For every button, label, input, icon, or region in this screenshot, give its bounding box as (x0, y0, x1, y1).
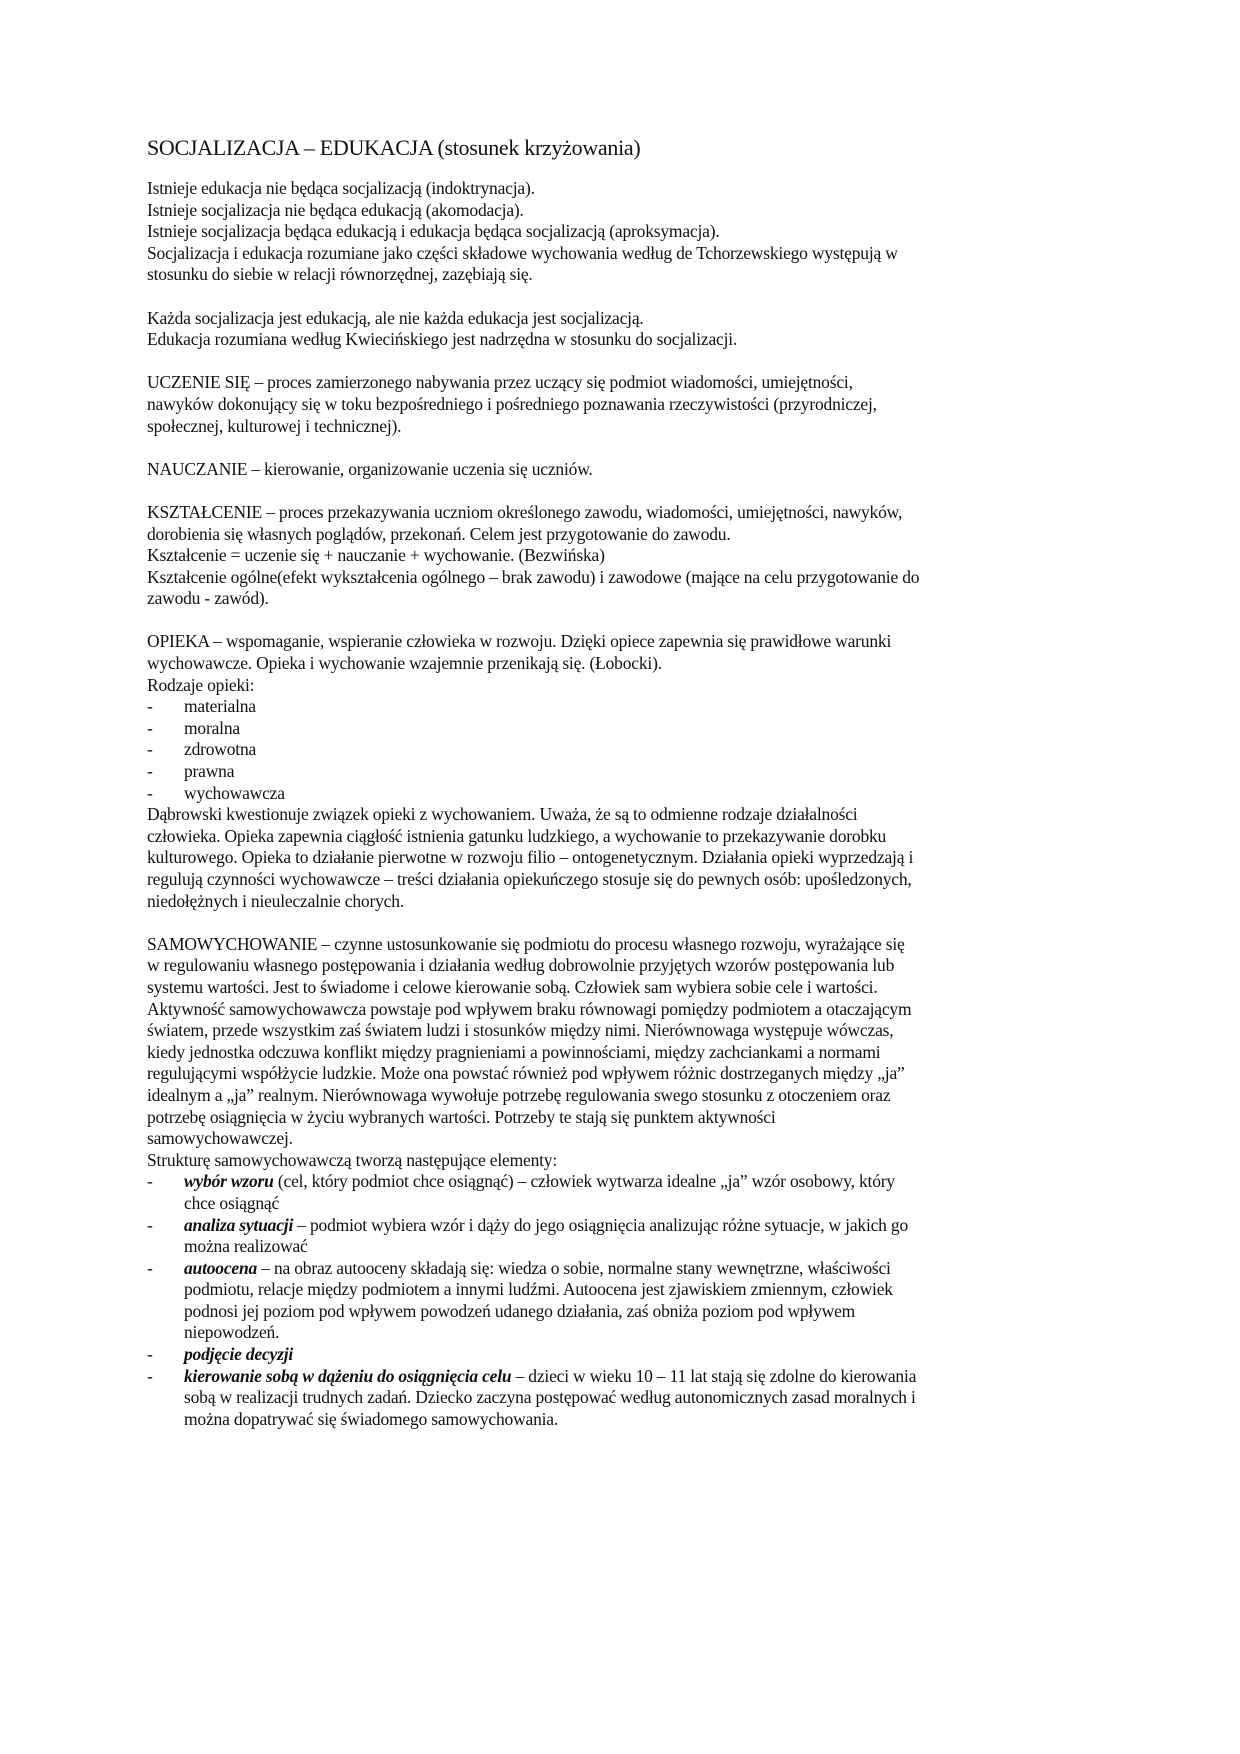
bullet-dash: - (147, 1365, 153, 1386)
text-line (147, 869, 1107, 891)
line-text: – na obraz autooceny składają się: wiedza o sobie, normalne stany wewnętrzne, właściwości (257, 1257, 891, 1278)
line-text: kiedy jednostka odczuwa konflikt między pragnieniami a powinnościami, między zachciankami a normami (147, 1041, 881, 1062)
list-item-continuation (147, 1322, 1107, 1344)
text-line (147, 955, 1107, 977)
line-text: KSZTAŁCENIE – proces przekazywania uczniom określonego zawodu, wiadomości, umiejętności, nawyków, (147, 501, 903, 522)
text-line (147, 1020, 1107, 1042)
line-text: materialna (184, 696, 256, 717)
text-line (147, 459, 1107, 481)
list-item (147, 718, 1107, 740)
text-line (147, 1063, 1107, 1085)
document-page (147, 134, 1107, 1452)
line-text: podmiotu, relacje między podmiotem a innymi ludźmi. Autoocena jest zjawiskiem zmiennym, człowiek (184, 1279, 893, 1300)
line-text: Socjalizacja i edukacja rozumiane jako części składowe wychowania według de Tchorzewskiego występują w (147, 242, 898, 263)
line-text: (cel, który podmiot chce osiągnąć) – człowiek wytwarza idealne „ja” wzór osobowy, który (273, 1171, 895, 1192)
list-item (147, 1344, 1107, 1366)
paragraph (147, 178, 1107, 286)
text-line (147, 977, 1107, 999)
text-line (147, 178, 1107, 200)
list-item (147, 1171, 1107, 1193)
line-text: Kształcenie ogólne(efekt wykształcenia ogólnego – brak zawodu) i zawodowe (mające na celu przygotowanie do (147, 566, 920, 587)
line-text: Istnieje edukacja nie będąca socjalizacją (indoktrynacja). (147, 178, 535, 198)
list-item-term: podjęcie decyzji (184, 1344, 294, 1365)
text-line (147, 675, 1107, 697)
text-line (147, 308, 1107, 330)
text-line (147, 243, 1107, 265)
paragraph (147, 372, 1107, 437)
line-text: – podmiot wybiera wzór i dąży do jego osiągnięcia analizując różne sytuacje, w jakich go (293, 1214, 909, 1235)
document-title: SOCJALIZACJA – EDUKACJA (stosunek krzyżowania) (147, 135, 641, 160)
line-text: podnosi jej poziom pod wpływem powodzeń udanego działania, zaś obniża poziom pod wpływem (184, 1300, 856, 1321)
line-text: wychowawcza (184, 782, 285, 803)
line-text: społecznej, kulturowej i technicznej). (147, 415, 402, 436)
bullet-dash: - (147, 1214, 153, 1235)
text-line (147, 804, 1107, 826)
bullet-dash: - (147, 761, 153, 782)
line-text: zdrowotna (184, 739, 257, 760)
line-text: kulturowego. Opieka to działanie pierwotne w rozwoju filio – ontogenetycznym. Działania opieki wyprzedzają i (147, 847, 914, 868)
text-line (147, 200, 1107, 222)
list-item (147, 1366, 1107, 1388)
line-text: niedołężnych i nieuleczalnie chorych. (147, 890, 404, 911)
list-item-term: autoocena (184, 1257, 258, 1278)
line-text: samowychowawczej. (147, 1128, 293, 1149)
line-text: Rodzaje opieki: (147, 674, 255, 695)
list-item (147, 739, 1107, 761)
bullet-dash: - (147, 1171, 153, 1192)
line-text: zawodu - zawód). (147, 588, 269, 609)
text-line (147, 891, 1107, 913)
line-text: światem, przede wszystkim zaś światem ludzi i stosunków między nimi. Nierównowaga występuje wówczas, (147, 1020, 894, 1041)
paragraph (147, 934, 1107, 1431)
text-line (147, 567, 1107, 589)
line-text: Edukacja rozumiana według Kwiecińskiego jest nadrzędna w stosunku do socjalizacji. (147, 329, 738, 350)
bullet-dash: - (147, 717, 153, 738)
line-text: dorobienia się własnych poglądów, przekonań. Celem jest przygotowanie do zawodu. (147, 523, 731, 544)
line-text: Istnieje socjalizacja nie będąca edukacją (akomodacja). (147, 199, 524, 220)
line-text: sobą w realizacji trudnych zadań. Dziecko zaczyna postępować według autonomicznych zasad moralnych i (184, 1387, 916, 1408)
line-text: niepowodzeń. (184, 1322, 280, 1343)
line-text: nawyków dokonujący się w toku bezpośredniego i pośredniego poznawania rzeczywistości (przyrodniczej, (147, 393, 877, 414)
list-item (147, 1215, 1107, 1237)
line-text: – dzieci w wieku 10 – 11 lat stają się zdolne do kierowania (511, 1365, 917, 1386)
paragraph (147, 308, 1107, 351)
list-item (147, 783, 1107, 805)
line-text: Strukturę samowychowawczą tworzą następujące elementy: (147, 1149, 558, 1170)
text-line (147, 1150, 1107, 1172)
list-item-continuation (147, 1387, 1107, 1409)
line-text: NAUCZANIE – kierowanie, organizowanie uczenia się uczniów. (147, 458, 593, 479)
line-text: OPIEKA – wspomaganie, wspieranie człowieka w rozwoju. Dzięki opiece zapewnia się prawidłowe warunki (147, 631, 892, 652)
line-text: prawna (184, 761, 235, 782)
text-line (147, 934, 1107, 956)
line-text: chce osiągnąć (184, 1192, 280, 1213)
text-line (147, 847, 1107, 869)
bullet-dash: - (147, 1344, 153, 1365)
line-text: regulują czynności wychowawcze – treści działania opiekuńczego stosuje się do pewnych osób: upośledzonych, (147, 869, 912, 889)
text-line (147, 1107, 1107, 1129)
line-text: wychowawcze. Opieka i wychowanie wzajemnie przenikają się. (Łobocki). (147, 653, 662, 674)
line-text: SAMOWYCHOWANIE – czynne ustosunkowanie się podmiotu do procesu własnego rozwoju, wyrażające się (147, 933, 905, 954)
text-line (147, 1128, 1107, 1150)
list-item-term: wybór wzoru (184, 1171, 274, 1192)
text-line (147, 502, 1107, 524)
line-text: można realizować (184, 1236, 308, 1257)
text-line (147, 264, 1107, 286)
text-line (147, 999, 1107, 1021)
line-text: moralna (184, 717, 240, 738)
line-text: można dopatrywać się świadomego samowychowania. (184, 1408, 559, 1429)
line-text: Istnieje socjalizacja będąca edukacją i edukacja będąca socjalizacją (aproksymacja). (147, 221, 720, 242)
line-text: UCZENIE SIĘ – proces zamierzonego nabywania przez uczący się podmiot wiadomości, umiejętności, (147, 372, 853, 393)
text-line (147, 329, 1107, 351)
line-text: potrzebę osiągnięcia w życiu wybranych wartości. Potrzeby te stają się punktem aktywności (147, 1106, 776, 1127)
text-line (147, 372, 1107, 394)
line-text: Dąbrowski kwestionuje związek opieki z wychowaniem. Uważa, że są to odmienne rodzaje działalności (147, 804, 858, 825)
text-line (147, 221, 1107, 243)
text-line (147, 416, 1107, 438)
bullet-dash: - (147, 739, 153, 760)
text-line (147, 1085, 1107, 1107)
bullet-dash: - (147, 696, 153, 717)
line-text: człowieka. Opieka zapewnia ciągłość istnienia gatunku ludzkiego, a wychowanie to przekazywanie dorobku (147, 825, 887, 846)
text-line (147, 545, 1107, 567)
text-line (147, 826, 1107, 848)
list-item (147, 696, 1107, 718)
text-line (147, 1042, 1107, 1064)
line-text: w regulowaniu własnego postępowania i działania według dobrowolnie przyjętych wzorów postępowania lub (147, 955, 895, 976)
list-item (147, 761, 1107, 783)
text-line (147, 524, 1107, 546)
text-line (147, 631, 1107, 653)
paragraph (147, 631, 1107, 912)
line-text: regulującymi współżycie ludzkie. Może ona powstać również pod wpływem różnic dostrzeganych między „ja” (147, 1063, 905, 1084)
document-body (147, 178, 1107, 1430)
text-line (147, 394, 1107, 416)
line-text: Aktywność samowychowawcza powstaje pod wpływem braku równowagi pomiędzy podmiotem a otaczającym (147, 998, 912, 1019)
line-text: Każda socjalizacja jest edukacją, ale nie każda edukacja jest socjalizacją. (147, 307, 644, 328)
bullet-dash: - (147, 1257, 153, 1278)
list-item-continuation (147, 1279, 1107, 1301)
list-item-term: kierowanie sobą w dążeniu do osiągnięcia celu (184, 1365, 512, 1386)
list-item-continuation (147, 1409, 1107, 1431)
line-text: systemu wartości. Jest to świadome i celowe kierowanie sobą. Człowiek sam wybiera sobie cele i wartości. (147, 976, 878, 997)
list-item-continuation (147, 1236, 1107, 1258)
line-text: stosunku do siebie w relacji równorzędnej, zazębiają się. (147, 264, 533, 285)
bullet-dash: - (147, 782, 153, 803)
line-text: idealnym a „ja” realnym. Nierównowaga wywołuje potrzebę regulowania swego stosunku z otoczeniem oraz (147, 1084, 891, 1105)
list-item (147, 1258, 1107, 1280)
text-line (147, 588, 1107, 610)
list-item-continuation (147, 1193, 1107, 1215)
list-item-term: analiza sytuacji (184, 1214, 294, 1235)
paragraph (147, 459, 1107, 481)
list-item-continuation (147, 1301, 1107, 1323)
paragraph (147, 502, 1107, 610)
line-text: Kształcenie = uczenie się + nauczanie + wychowanie. (Bezwińska) (147, 545, 605, 566)
text-line (147, 653, 1107, 675)
